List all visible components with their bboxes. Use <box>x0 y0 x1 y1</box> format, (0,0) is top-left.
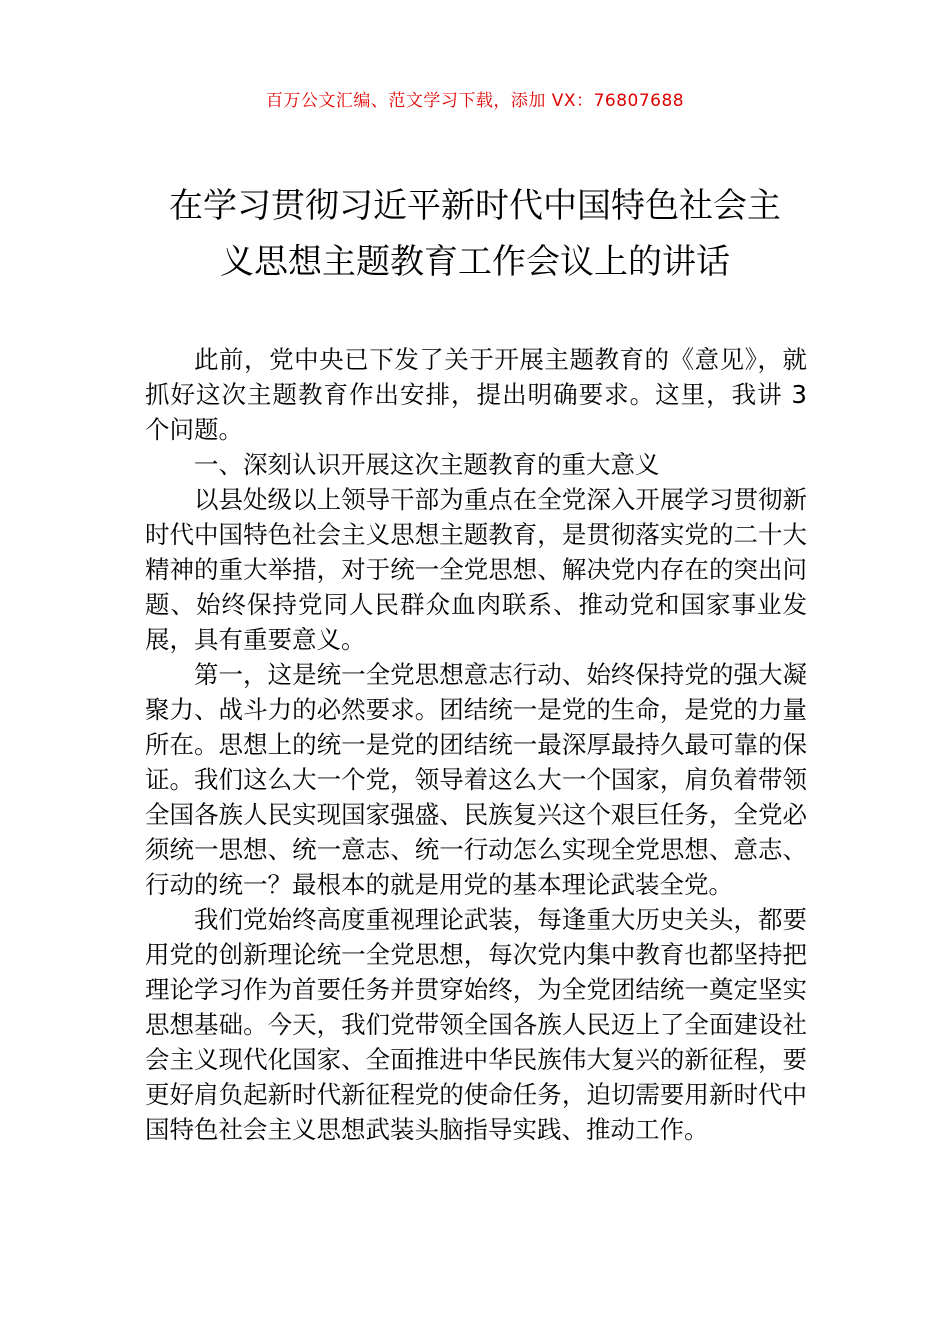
title-line-2: 义思想主题教育工作会议上的讲话 <box>220 242 730 282</box>
paragraph-first-point: 第一，这是统一全党思想意志行动、始终保持党的强大凝聚力、战斗力的必然要求。团结统一是党的生命，是党的力量所在。思想上的统一是党的团结统一最深厚最持久最可靠的保证。我们这么大一个党，领导着这么大一个国家，肩负着带领全国各族人民实现国家强盛、民族复兴这个艰巨任务，全党必须统一思想、统一意志、统一行动怎么实现全党思想、意志、行动的统一？最根本的就是用党的基本理论武装全党。 <box>145 660 807 899</box>
paragraph-theory-armament: 我们党始终高度重视理论武装，每逢重大历史关头，都要用党的创新理论统一全党思想，每次党内集中教育也都坚持把理论学习作为首要任务并贯穿始终，为全党团结统一奠定坚实思想基础。今天，我们党带领全国各族人民迈上了全面建设社会主义现代化国家、全面推进中华民族伟大复兴的新征程，要更好肩负起新时代新征程党的使命任务，迫切需要用新时代中国特色社会主义思想武装头脑指导实践、推动工作。 <box>145 905 807 1144</box>
title-line-1: 在学习贯彻习近平新时代中国特色社会主 <box>169 186 781 226</box>
section-heading-1: 一、深刻认识开展这次主题教育的重大意义 <box>194 450 660 479</box>
document-body <box>145 342 807 1147</box>
paragraph-significance: 以县处级以上领导干部为重点在全党深入开展学习贯彻新时代中国特色社会主义思想主题教育，是贯彻落实党的二十大精神的重大举措，对于统一全党思想、解决党内存在的突出问题、始终保持党同人民群众血肉联系、推动党和国家事业发展，具有重要意义。 <box>145 485 807 654</box>
paragraph-intro: 此前，党中央已下发了关于开展主题教育的《意见》，就抓好这次主题教育作出安排，提出明确要求。这里，我讲 3 个问题。 <box>145 345 807 444</box>
page-title <box>145 178 805 290</box>
watermark-text: 百万公文汇编、范文学习下载，添加 VX：76807688 <box>265 91 685 111</box>
